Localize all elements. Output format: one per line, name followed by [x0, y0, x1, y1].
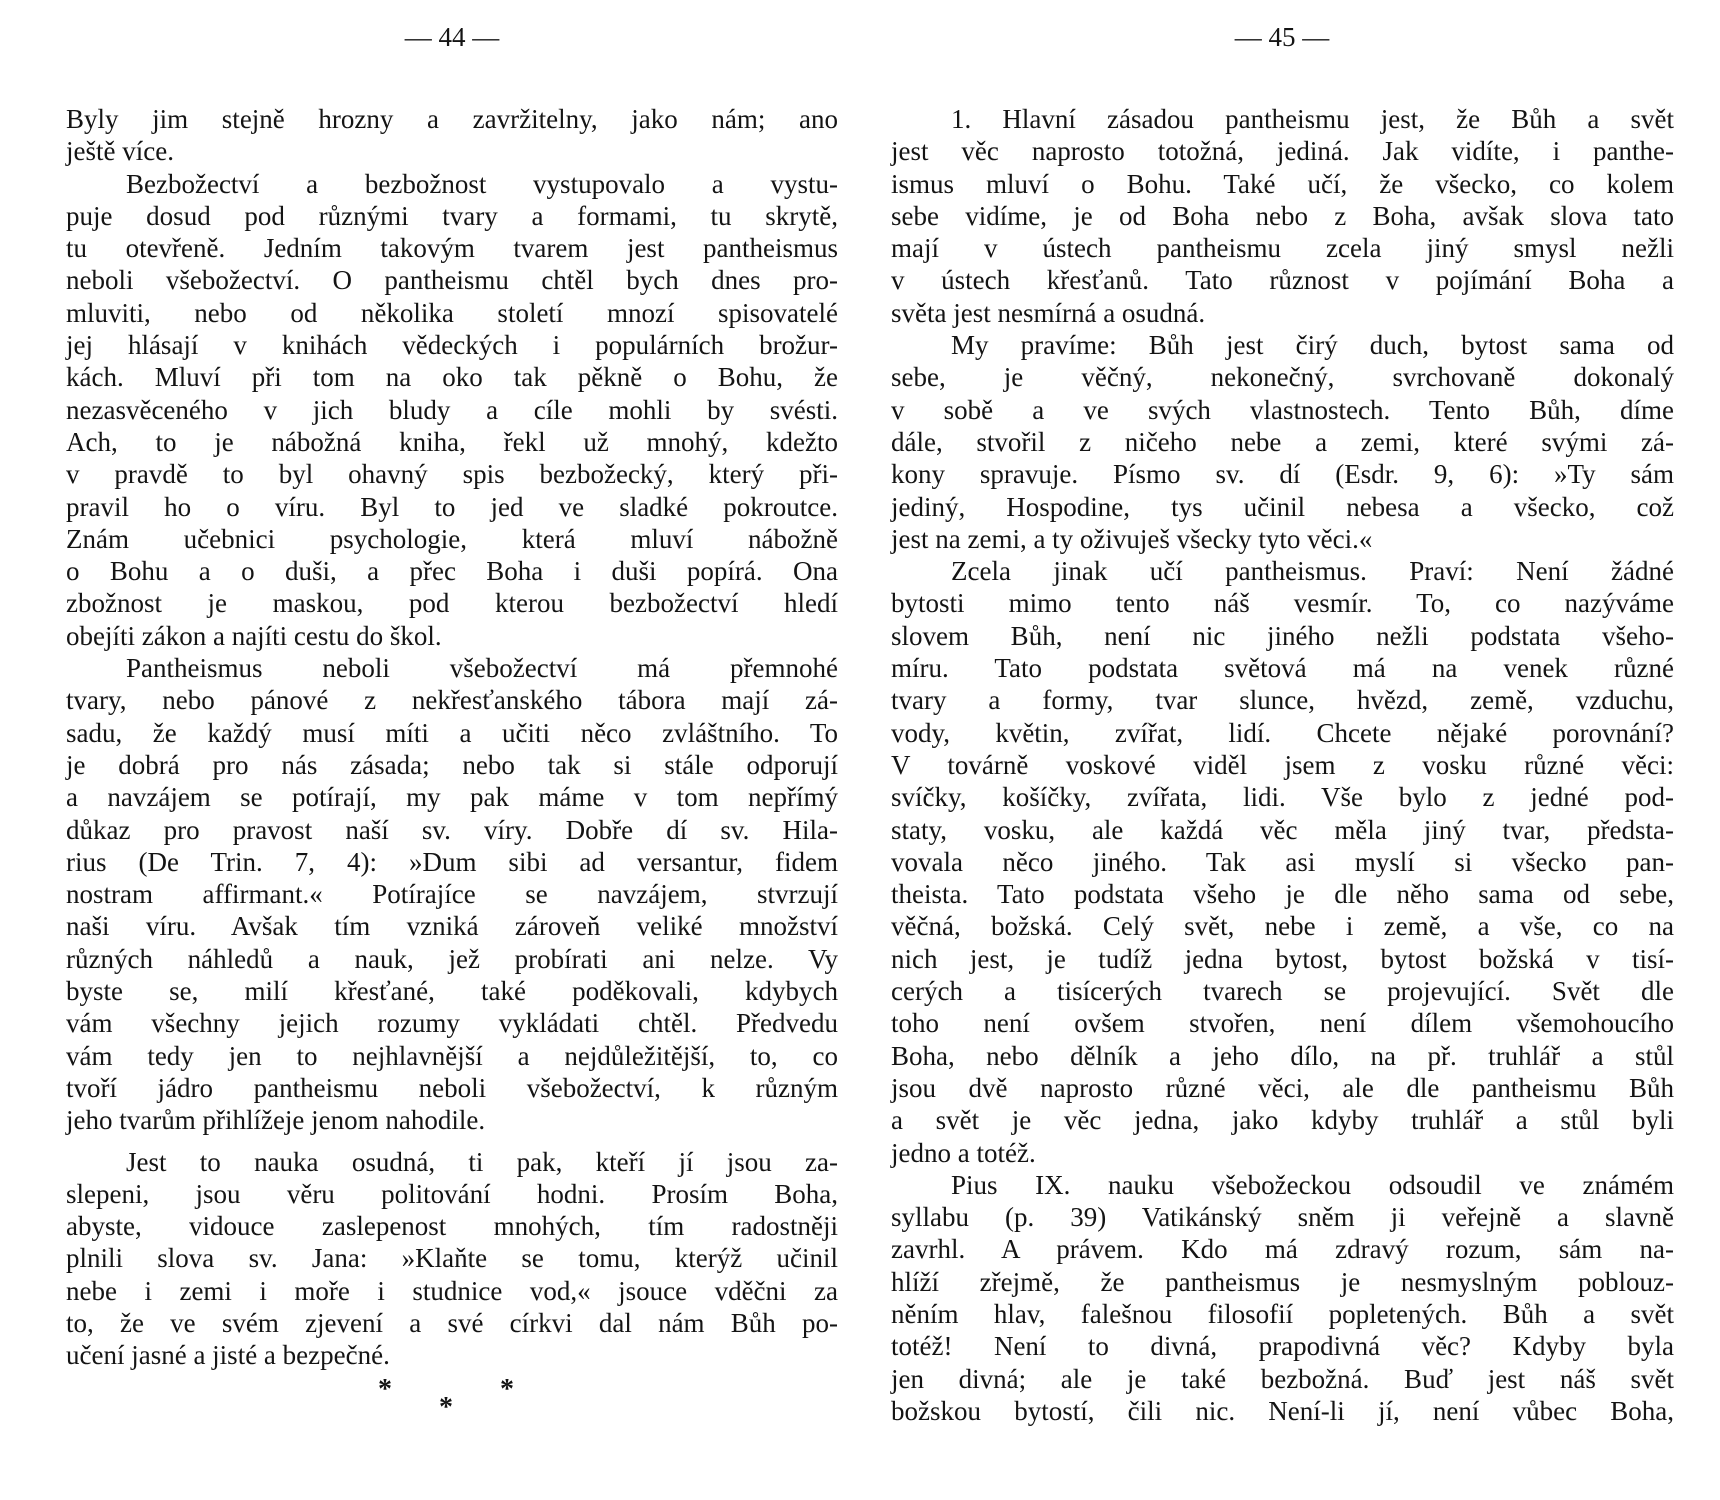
- text-line: Byly jim stejně hrozny a zavržitelny, jako nám; ano: [66, 104, 838, 134]
- text-line: nezasvěceného v jich bludy a cíle mohli by svésti.: [66, 394, 838, 425]
- text-line: plnili slova sv. Jana: »Klaňte se tomu, kterýž učinil: [66, 1243, 838, 1274]
- text-line: jediný, Hospodine, tys učinil nebesa a všecko, což: [891, 491, 1674, 522]
- text-line: sadu, že každý musí míti a učiti něco zvláštního. To: [66, 717, 838, 748]
- text-line: ještě více.: [66, 136, 174, 167]
- text-line: totéž! Není to divná, prapodivná věc? Kdyby byla: [891, 1331, 1674, 1362]
- text-line: božskou bytostí, čili nic. Není-li jí, není vůbec Boha,: [891, 1395, 1674, 1426]
- text-line: slovem Bůh, není nic jiného nežli podstata všeho-: [891, 620, 1674, 651]
- text-line: toho není ovšem stvořen, není dílem všemohoucího: [891, 1008, 1674, 1039]
- text-line: v pravdě to byl ohavný spis bezbožecký, který při-: [66, 459, 838, 490]
- paragraph: [66, 168, 838, 652]
- paragraph: [891, 329, 1674, 555]
- text-line: obejíti zákon a najíti cestu do škol.: [66, 620, 442, 651]
- section-break-star: *: [500, 1374, 514, 1405]
- text-line: sebe vidíme, je od Boha nebo z Boha, avšak slova tato: [891, 200, 1674, 231]
- text-line: Pius IX. nauku všebožeckou odsoudil ve známém: [951, 1169, 1674, 1200]
- section-break-star: *: [439, 1392, 453, 1423]
- text-line: ismus mluví o Bohu. Také učí, že všecko, co kolem: [891, 168, 1674, 199]
- text-line: abyste, vidouce zaslepenost mnohých, tím radostněji: [66, 1211, 838, 1242]
- text-line: v sobě a ve svých vlastnostech. Tento Bůh, díme: [891, 394, 1674, 425]
- text-line: vám tedy jen to nejhlavnější a nejdůležitější, to, co: [66, 1040, 838, 1071]
- text-line: bytosti mimo tento náš vesmír. To, co nazýváme: [891, 588, 1674, 619]
- text-line: vám všechny jejich rozumy vykládati chtěl. Předvedu: [66, 1008, 838, 1039]
- section-break-star: *: [378, 1374, 392, 1405]
- text-line: jest věc naprosto totožná, jediná. Jak vidíte, i panthe-: [891, 136, 1674, 167]
- text-line: mluviti, nebo od několika století mnozí spisovatelé: [66, 297, 838, 328]
- text-line: V továrně voskové viděl jsem z vosku různé věci:: [891, 749, 1674, 780]
- text-line: sebe, je věčný, nekonečný, svrchovaně dokonalý: [891, 362, 1674, 393]
- text-line: jsou dvě naprosto různé věci, ale dle pantheismu Bůh: [891, 1072, 1674, 1103]
- text-line: neboli všebožectví. O pantheismu chtěl bych dnes pro-: [66, 265, 838, 296]
- text-line: nebe i zemi i moře i studnice vod,« jsouce vděčni za: [66, 1275, 838, 1306]
- text-line: byste se, milí křesťané, také poděkovali, kdybych: [66, 976, 838, 1007]
- text-line: jest na zemi, a ty oživuješ všecky tyto věci.«: [891, 523, 1373, 554]
- paragraph: [66, 103, 838, 168]
- text-line: to, že ve svém zjevení a své církvi dal nám Bůh po-: [66, 1307, 838, 1338]
- text-line: učení jasné a jisté a bezpečné.: [66, 1340, 390, 1371]
- text-line: zbožnost je maskou, pod kterou bezbožectví hledí: [66, 588, 838, 619]
- text-line: mají v ústech pantheismu zcela jiný smysl nežli: [891, 233, 1674, 264]
- text-line: jen divná; ale je také bezbožná. Buď jest náš svět: [891, 1363, 1674, 1394]
- text-line: tvoří jádro pantheismu neboli všebožectví, k různým: [66, 1072, 838, 1103]
- text-line: něním hlav, falešnou filosofií popletených. Bůh a svět: [891, 1298, 1674, 1329]
- text-line: o Bohu a o duši, a přec Boha i duši popírá. Ona: [66, 556, 838, 587]
- text-line: jedno a totéž.: [891, 1137, 1036, 1168]
- right-page-text: [891, 103, 1674, 1427]
- text-line: míru. Tato podstata světová má na venek různé: [891, 653, 1674, 684]
- text-line: v ústech křesťanů. Tato různost v pojímání Boha a: [891, 265, 1674, 296]
- text-line: rius (De Trin. 7, 4): »Dum sibi ad versantur, fidem: [66, 846, 838, 877]
- text-line: svíčky, košíčky, zvířata, lidi. Vše bylo z jedné pod-: [891, 782, 1674, 813]
- text-line: vovala něco jiného. Tak asi myslí si všecko pan-: [891, 846, 1674, 877]
- text-line: slepeni, jsou věru politování hodni. Prosím Boha,: [66, 1178, 838, 1209]
- text-line: věčná, božská. Celý svět, nebe i země, a vše, co na: [891, 911, 1674, 942]
- text-line: kách. Mluví při tom na oko tak pěkně o Bohu, že: [66, 362, 838, 393]
- text-line: světa jest nesmírná a osudná.: [891, 297, 1206, 328]
- text-line: jeho tvarům přihlížeje jenom nahodile.: [66, 1105, 486, 1136]
- text-line: důkaz pro pravost naší sv. víry. Dobře dí sv. Hila-: [66, 814, 838, 845]
- text-line: Ach, to je nábožná kniha, řekl už mnohý, kdežto: [66, 426, 838, 457]
- text-line: nostram affirmant.« Potírajíce se navzájem, stvrzují: [66, 879, 838, 910]
- text-line: cerých a tisícerých tvarech se projevující. Svět dle: [891, 976, 1674, 1007]
- text-line: Znám učebnici psychologie, která mluví nábožně: [66, 523, 838, 554]
- text-line: Pantheismus neboli všebožectví má přemnohé: [126, 653, 838, 684]
- text-line: a svět je věc jedna, jako kdyby truhlář a stůl byli: [891, 1105, 1674, 1136]
- text-line: dále, stvořil z ničeho nebe a zemi, které svými zá-: [891, 426, 1674, 457]
- text-line: a navzájem se potírají, my pak máme v tom nepřímý: [66, 782, 838, 813]
- text-line: tvary a formy, tvar slunce, hvězd, země, vzduchu,: [891, 685, 1674, 716]
- text-line: staty, vosku, ale každá věc měla jiný tvar, předsta-: [891, 814, 1674, 845]
- text-line: různých náhledů a nauk, jež probírati ani nelze. Vy: [66, 943, 838, 974]
- text-line: vody, květin, zvířat, lidí. Chcete nějaké porovnání?: [891, 717, 1674, 748]
- page-number-left: — 44 —: [404, 22, 500, 52]
- text-line: Boha, nebo dělník a jeho dílo, na př. truhlář a stůl: [891, 1040, 1674, 1071]
- text-line: tu otevřeně. Jedním takovým tvarem jest pantheismus: [66, 233, 838, 264]
- paragraph: [66, 652, 838, 1136]
- text-line: jej hlásají v knihách vědeckých i populárních brožur-: [66, 330, 838, 361]
- paragraph: [66, 1146, 838, 1372]
- text-line: hlíží zřejmě, že pantheismus je nesmyslným poblouz-: [891, 1266, 1674, 1297]
- paragraph: [891, 1169, 1674, 1427]
- text-line: puje dosud pod různými tvary a formami, tu skrytě,: [66, 200, 838, 231]
- text-line: pravil ho o víru. Byl to jed ve sladké pokroutce.: [66, 491, 838, 522]
- text-line: naši víru. Avšak tím vzniká zároveň veliké množství: [66, 911, 838, 942]
- text-line: Bezbožectví a bezbožnost vystupovalo a vystu-: [126, 168, 838, 199]
- text-line: Zcela jinak učí pantheismus. Praví: Není žádné: [951, 556, 1674, 587]
- paragraph: [891, 555, 1674, 1169]
- paragraph: [891, 103, 1674, 329]
- text-line: syllabu (p. 39) Vatikánský sněm ji veřejně a slavně: [891, 1202, 1674, 1233]
- page-number-right: — 45 —: [1234, 22, 1330, 52]
- text-line: je dobrá pro nás zásada; nebo tak si stále odporují: [66, 749, 838, 780]
- text-line: nich jest, je tudíž jedna bytost, bytost božská v tisí-: [891, 943, 1674, 974]
- text-line: My pravíme: Bůh jest čirý duch, bytost sama od: [951, 330, 1674, 361]
- text-line: tvary, nebo pánové z nekřesťanského tábora mají zá-: [66, 685, 838, 716]
- left-page-text: [66, 103, 838, 1372]
- text-line: zavrhl. A právem. Kdo má zdravý rozum, sám na-: [891, 1234, 1674, 1265]
- text-line: theista. Tato podstata všeho je dle něho sama od sebe,: [891, 879, 1674, 910]
- text-line: kony spravuje. Písmo sv. dí (Esdr. 9, 6): »Ty sám: [891, 459, 1674, 490]
- text-line: Jest to nauka osudná, ti pak, kteří jí jsou za-: [126, 1146, 838, 1177]
- text-line: 1. Hlavní zásadou pantheismu jest, že Bůh a svět: [951, 104, 1674, 134]
